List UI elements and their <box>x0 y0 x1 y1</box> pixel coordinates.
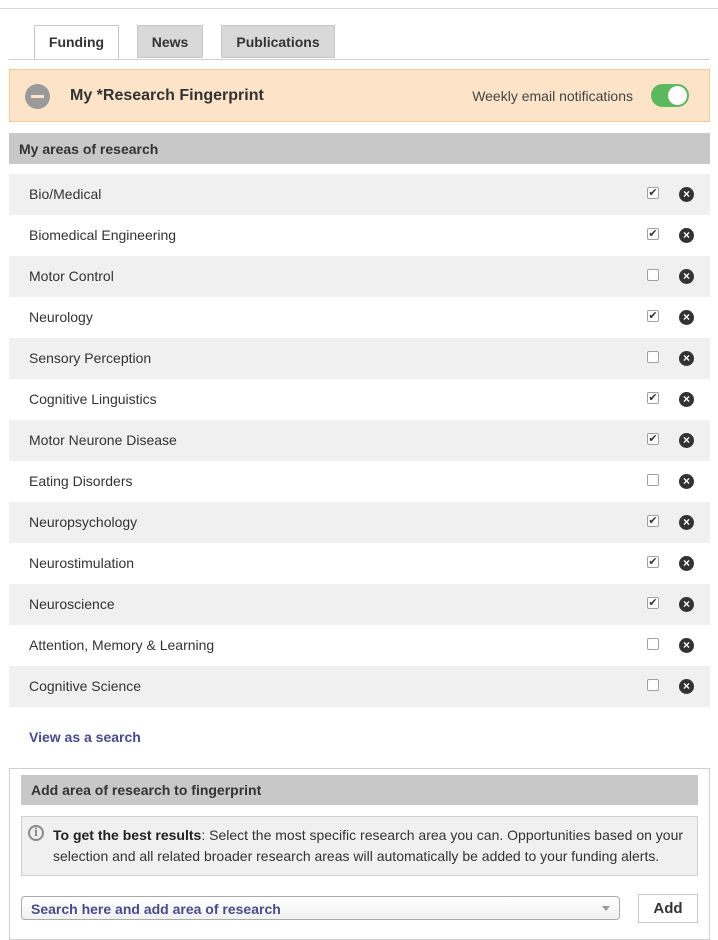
tab-funding[interactable]: Funding <box>34 25 119 59</box>
area-row <box>9 215 710 256</box>
area-label: Neuroscience <box>29 596 115 612</box>
area-label: Biomedical Engineering <box>29 227 177 243</box>
area-row <box>9 174 710 215</box>
area-checkbox[interactable]: ✔ <box>648 392 658 404</box>
area-row <box>9 297 710 338</box>
area-checkbox[interactable] <box>647 679 659 691</box>
area-row <box>9 338 710 379</box>
tab-news[interactable]: News <box>137 25 203 58</box>
area-search-placeholder: Search here and add area of research <box>31 901 281 917</box>
area-checkbox[interactable]: ✔ <box>648 556 658 568</box>
area-label: Neuropsychology <box>29 514 138 530</box>
area-label: Bio/Medical <box>29 186 102 202</box>
area-label: Cognitive Science <box>29 678 142 694</box>
area-checkbox[interactable] <box>647 269 659 281</box>
area-search-select[interactable] <box>21 896 620 920</box>
add-area-title: Add area of research to fingerprint <box>31 782 262 798</box>
area-row <box>9 256 710 297</box>
info-icon: i <box>28 825 44 841</box>
top-divider <box>0 8 718 9</box>
area-checkbox[interactable]: ✔ <box>648 187 658 199</box>
remove-area-icon[interactable]: × <box>679 433 694 448</box>
add-area-button[interactable]: Add <box>638 894 698 923</box>
remove-area-icon[interactable]: × <box>679 638 694 653</box>
collapse-minus-icon[interactable] <box>25 84 50 109</box>
remove-area-icon[interactable]: × <box>679 187 694 202</box>
dropdown-caret-icon <box>602 906 610 911</box>
area-label: Motor Control <box>29 268 114 284</box>
info-text <box>53 825 693 867</box>
info-bold-text: To get the best results <box>53 827 202 843</box>
area-row <box>9 420 710 461</box>
area-row <box>9 625 710 666</box>
area-checkbox[interactable]: ✔ <box>648 433 658 445</box>
remove-area-icon[interactable]: × <box>679 228 694 243</box>
area-row <box>9 502 710 543</box>
info-body-text: : Select the most specific research area you can. Opportunities based on your selection and all related broader research areas will automatically be added to your funding alerts. <box>53 827 684 864</box>
area-label: Sensory Perception <box>29 350 152 366</box>
remove-area-icon[interactable]: × <box>679 679 694 694</box>
area-label: Motor Neurone Disease <box>29 432 177 448</box>
remove-area-icon[interactable]: × <box>679 351 694 366</box>
info-box <box>21 816 698 876</box>
area-row <box>9 584 710 625</box>
area-label: Neurology <box>29 309 93 325</box>
areas-section-title: My areas of research <box>19 141 159 157</box>
area-checkbox[interactable]: ✔ <box>648 515 658 527</box>
areas-section-header <box>9 133 710 164</box>
area-checkbox[interactable]: ✔ <box>648 597 658 609</box>
fingerprint-title: My *Research Fingerprint <box>70 87 264 104</box>
areas-list <box>9 174 710 707</box>
add-area-panel <box>9 768 710 940</box>
remove-area-icon[interactable]: × <box>679 474 694 489</box>
area-label: Cognitive Linguistics <box>29 391 157 407</box>
area-label: Neurostimulation <box>29 555 135 571</box>
fingerprint-header <box>9 69 710 122</box>
area-checkbox[interactable] <box>647 474 659 486</box>
area-checkbox[interactable] <box>647 638 659 650</box>
remove-area-icon[interactable]: × <box>679 310 694 325</box>
remove-area-icon[interactable]: × <box>679 556 694 571</box>
notifications-label: Weekly email notifications <box>472 88 633 104</box>
area-label: Eating Disorders <box>29 473 133 489</box>
remove-area-icon[interactable]: × <box>679 269 694 284</box>
area-checkbox[interactable]: ✔ <box>648 228 658 240</box>
tab-bar <box>9 25 710 60</box>
area-row <box>9 379 710 420</box>
area-checkbox[interactable]: ✔ <box>648 310 658 322</box>
area-row <box>9 666 710 707</box>
area-checkbox[interactable] <box>647 351 659 363</box>
view-as-search-link[interactable]: View as a search <box>29 729 141 745</box>
tab-publications[interactable]: Publications <box>221 25 335 58</box>
add-area-header <box>21 775 698 805</box>
area-row <box>9 543 710 584</box>
notifications-toggle[interactable] <box>651 84 689 107</box>
area-label: Attention, Memory & Learning <box>29 637 215 653</box>
area-row <box>9 461 710 502</box>
remove-area-icon[interactable]: × <box>679 597 694 612</box>
remove-area-icon[interactable]: × <box>679 392 694 407</box>
remove-area-icon[interactable]: × <box>679 515 694 530</box>
